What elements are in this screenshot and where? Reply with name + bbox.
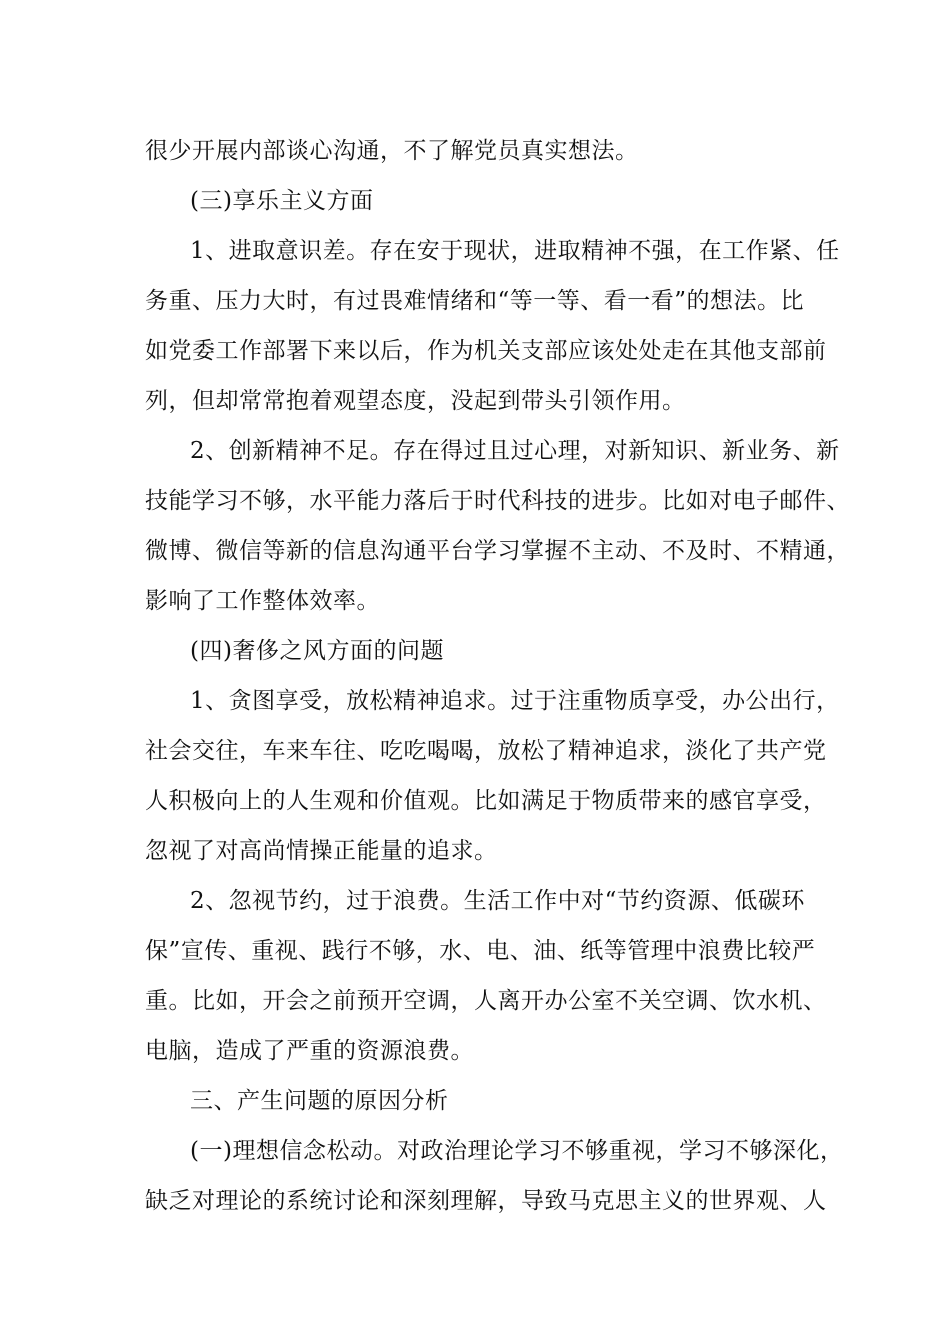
paragraph-line: 电脑，造成了严重的资源浪费。 — [145, 1038, 474, 1064]
paragraph-line: 如党委工作部署下来以后，作为机关支部应该处处走在其他支部前 — [145, 338, 827, 364]
paragraph-line: 2、创新精神不足。存在得过且过心理，对新知识、新业务、新 — [190, 438, 840, 464]
section-heading: 三、产生问题的原因分析 — [190, 1088, 449, 1114]
paragraph-line: 列，但却常常抱着观望态度，没起到带头引领作用。 — [145, 388, 686, 414]
paragraph-line: (一)理想信念松动。对政治理论学习不够重视，学习不够深化， — [190, 1138, 844, 1164]
paragraph-line: 2、忽视节约，过于浪费。生活工作中对“节约资源、低碳环 — [190, 888, 805, 914]
paragraph-line: 人积极向上的人生观和价值观。比如满足于物质带来的感官享受， — [145, 788, 827, 814]
paragraph-line: 1、贪图享受，放松精神追求。过于注重物质享受，办公出行， — [190, 688, 840, 714]
paragraph-line: 保”宣传、重视、践行不够，水、电、油、纸等管理中浪费比较严 — [145, 938, 816, 964]
paragraph-line: 1、进取意识差。存在安于现状，进取精神不强，在工作紧、任 — [190, 238, 840, 264]
paragraph-line: 影响了工作整体效率。 — [145, 588, 380, 614]
paragraph-line: 技能学习不够，水平能力落后于时代科技的进步。比如对电子邮件、 — [145, 488, 850, 514]
paragraph-line: 缺乏对理论的系统讨论和深刻理解，导致马克思主义的世界观、人 — [145, 1188, 827, 1214]
paragraph-line: 微博、微信等新的信息沟通平台学习掌握不主动、不及时、不精通， — [145, 538, 850, 564]
paragraph-line: 务重、压力大时，有过畏难情绪和“等一等、看一看”的想法。比 — [145, 288, 805, 314]
paragraph-line: 社会交往，车来车往、吃吃喝喝，放松了精神追求，淡化了共产党 — [145, 738, 827, 764]
section-heading: (三)享乐主义方面 — [190, 188, 374, 214]
text-line: 很少开展内部谈心沟通，不了解党员真实想法。 — [145, 138, 639, 164]
paragraph-line: 忽视了对高尚情操正能量的追求。 — [145, 838, 498, 864]
paragraph-line: 重。比如，开会之前预开空调，人离开办公室不关空调、饮水机、 — [145, 988, 827, 1014]
section-heading: (四)奢侈之风方面的问题 — [190, 638, 444, 664]
